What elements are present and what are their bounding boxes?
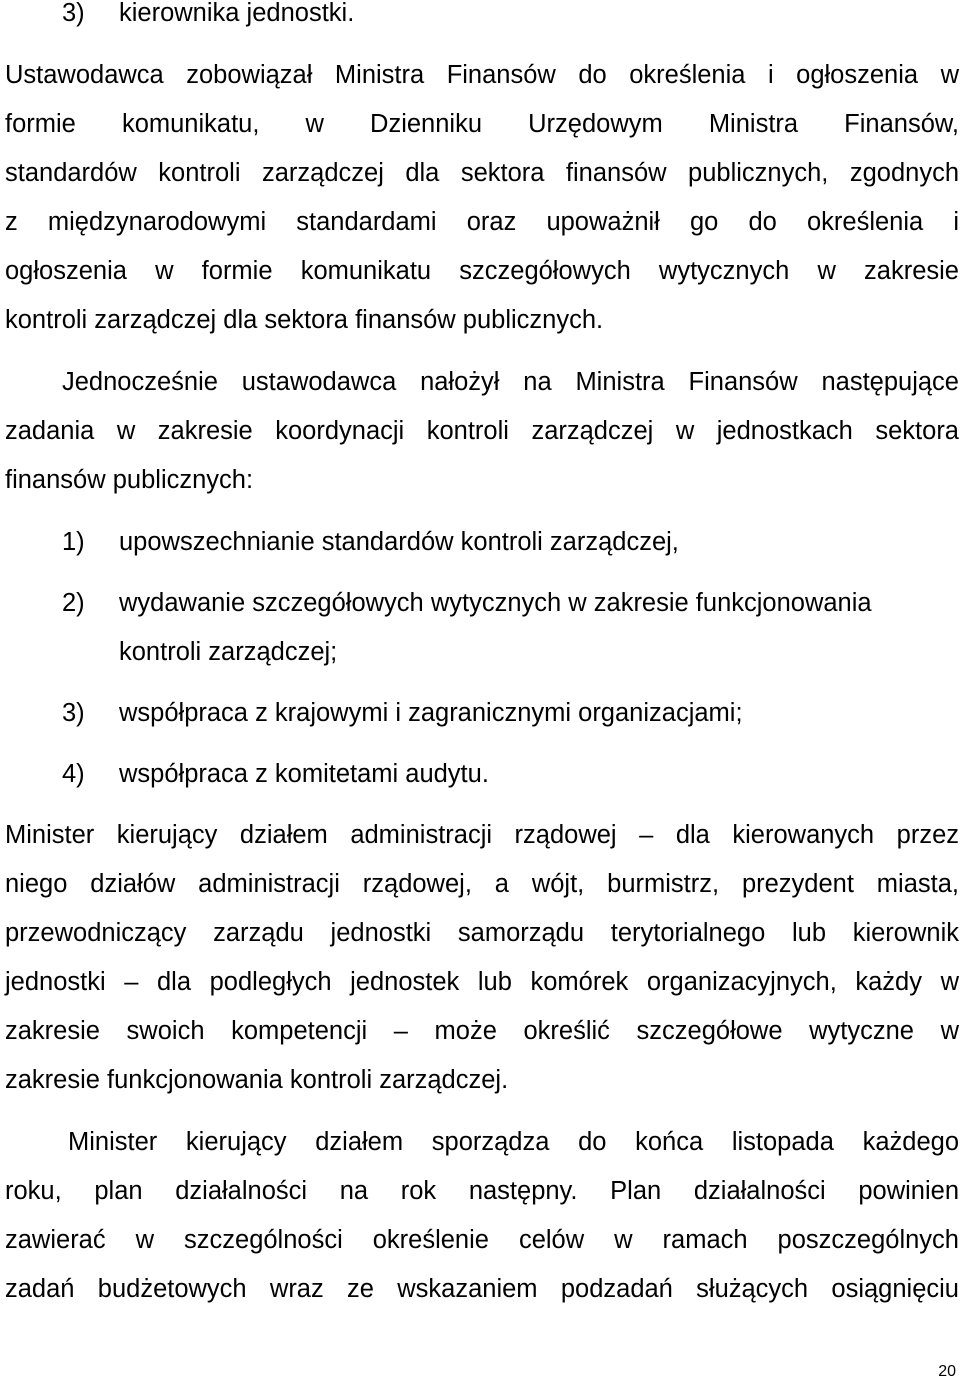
paragraph-line: kontroli zarządczej dla sektora finansów publicznych.: [5, 306, 604, 334]
paragraph-line: Minister kierujący działem sporządza do końca listopada każdego: [68, 1128, 959, 1156]
paragraph-line: ogłoszenia w formie komunikatu szczegółowych wytycznych w zakresie: [5, 257, 959, 285]
list-item-continuation: kontroli zarządczej;: [119, 638, 338, 666]
list-item: [62, 586, 872, 620]
list-number: 3): [62, 0, 85, 27]
paragraph-line: zawierać w szczególności określenie celów w ramach poszczególnych: [5, 1226, 959, 1254]
page-number: 20: [938, 1363, 956, 1380]
list-number: 1): [62, 528, 85, 556]
paragraph-line: przewodniczący zarządu jednostki samorządu terytorialnego lub kierownik: [5, 919, 959, 947]
paragraph-line: formie komunikatu, w Dzienniku Urzędowym Ministra Finansów,: [5, 110, 959, 138]
paragraph-line: Jednocześnie ustawodawca nałożył na Ministra Finansów następujące: [62, 368, 959, 396]
list-item: [62, 525, 679, 559]
paragraph-line: zakresie funkcjonowania kontroli zarządczej.: [5, 1066, 509, 1094]
paragraph-line: finansów publicznych:: [5, 466, 254, 494]
paragraph-line: zadań budżetowych wraz ze wskazaniem podzadań służących osiągnięciu: [5, 1275, 959, 1303]
paragraph-line: jednostki – dla podległych jednostek lub komórek organizacyjnych, każdy w: [5, 968, 959, 996]
list-text: wydawanie szczegółowych wytycznych w zakresie funkcjonowania: [119, 589, 872, 617]
list-text: współpraca z komitetami audytu.: [119, 760, 489, 788]
paragraph-line: zakresie swoich kompetencji – może określić szczegółowe wytyczne w: [5, 1017, 959, 1045]
list-item: [62, 757, 489, 791]
paragraph-line: roku, plan działalności na rok następny. Plan działalności powinien: [5, 1177, 959, 1205]
list-number: 4): [62, 760, 85, 788]
paragraph-line: Ustawodawca zobowiązał Ministra Finansów do określenia i ogłoszenia w: [5, 61, 959, 89]
list-text: współpraca z krajowymi i zagranicznymi organizacjami;: [119, 699, 743, 727]
list-item: [62, 696, 743, 730]
list-number: 2): [62, 589, 85, 617]
paragraph-line: zadania w zakresie koordynacji kontroli zarządczej w jednostkach sektora: [5, 417, 959, 445]
paragraph-line: niego działów administracji rządowej, a wójt, burmistrz, prezydent miasta,: [5, 870, 959, 898]
paragraph-line: standardów kontroli zarządczej dla sektora finansów publicznych, zgodnych: [5, 159, 959, 187]
paragraph-line: z międzynarodowymi standardami oraz upoważnił go do określenia i: [5, 208, 959, 236]
list-number: 3): [62, 699, 85, 727]
top-list-item: [62, 0, 354, 30]
list-text: upowszechnianie standardów kontroli zarządczej,: [119, 528, 679, 556]
paragraph-line: Minister kierujący działem administracji rządowej – dla kierowanych przez: [5, 821, 959, 849]
list-text: kierownika jednostki.: [119, 0, 355, 27]
